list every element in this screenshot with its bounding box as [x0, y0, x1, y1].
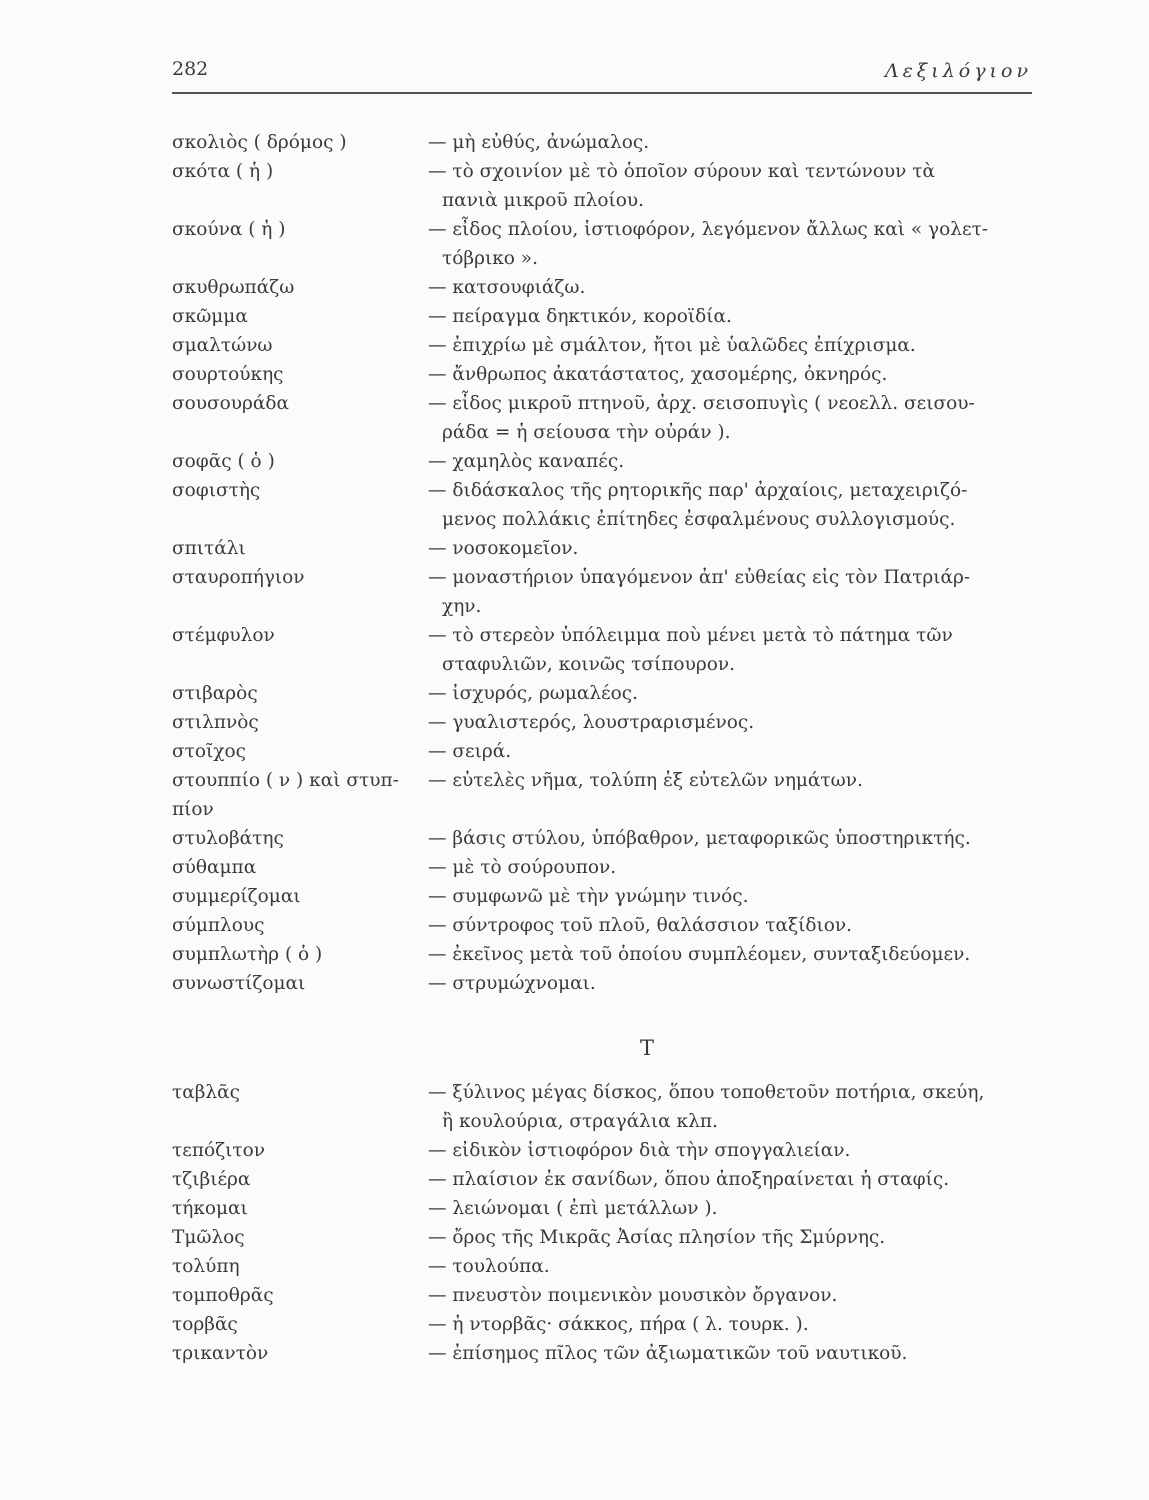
glossary-entry	[172, 1252, 1042, 1281]
definition-line: — ἰσχυρός, ρωμαλέος.	[428, 683, 639, 704]
entry-term	[172, 1223, 428, 1252]
entry-definition	[428, 1194, 1042, 1223]
entry-term	[172, 389, 428, 447]
definition-line: ράδα = ἡ σείουσα τὴν οὐράν ).	[442, 422, 731, 443]
definition-line: — εἶδος πλοίου, ἱστιοφόρον, λεγόμενον ἄλλως καὶ « γολετ-	[428, 219, 989, 240]
definition-line: σταφυλιῶν, κοινῶς τσίπουρον.	[442, 654, 735, 675]
entry-definition	[428, 882, 1042, 911]
entry-term	[172, 621, 428, 679]
entry-term	[172, 563, 428, 621]
term-text: ταβλᾶς	[172, 1082, 241, 1103]
term-text: τρικαντὸν	[172, 1343, 269, 1364]
entry-term	[172, 766, 428, 824]
entry-term	[172, 1078, 428, 1136]
entry-definition	[428, 824, 1042, 853]
glossary-entry	[172, 1339, 1042, 1368]
entry-definition	[428, 389, 1042, 447]
entry-term	[172, 824, 428, 853]
entry-definition	[428, 969, 1042, 998]
term-text: στιβαρὸς	[172, 683, 258, 704]
entry-term	[172, 737, 428, 766]
entry-definition	[428, 1310, 1042, 1339]
glossary-entry	[172, 940, 1042, 969]
definition-line: ἢ κουλούρια, στραγάλια κλπ.	[442, 1111, 718, 1132]
entry-term	[172, 128, 428, 157]
entry-term	[172, 1339, 428, 1368]
definition-line: — διδάσκαλος τῆς ρητορικῆς παρ' ἀρχαίοις, μεταχειριζό-	[428, 480, 968, 501]
term-text: τολύπη	[172, 1256, 240, 1277]
definition-line: — νοσοκομεῖον.	[428, 538, 579, 559]
term-text: σμαλτώνω	[172, 335, 273, 356]
entry-definition	[428, 1339, 1042, 1368]
entry-definition	[428, 534, 1042, 563]
term-text: στιλπνὸς	[172, 712, 259, 733]
entry-definition	[428, 476, 1042, 534]
glossary-entries	[172, 128, 1042, 1368]
entry-definition	[428, 1281, 1042, 1310]
term-text: σύμπλους	[172, 915, 265, 936]
term-text: στέμφυλον	[172, 625, 275, 646]
glossary-entry	[172, 708, 1042, 737]
glossary-entry	[172, 737, 1042, 766]
entry-term	[172, 969, 428, 998]
entry-definition	[428, 1078, 1042, 1136]
entry-definition	[428, 853, 1042, 882]
entry-term	[172, 1165, 428, 1194]
page-header	[172, 58, 1032, 90]
definition-line: — τουλούπα.	[428, 1256, 550, 1277]
entry-term	[172, 1252, 428, 1281]
entry-definition	[428, 273, 1042, 302]
definition-line: — ὄρος τῆς Μικρᾶς Ἀσίας πλησίον τῆς Σμύρνης.	[428, 1227, 886, 1248]
entry-definition	[428, 737, 1042, 766]
glossary-entry	[172, 331, 1042, 360]
glossary-entry	[172, 911, 1042, 940]
tau-section	[172, 1078, 1042, 1368]
definition-line: — μὴ εὐθύς, ἀνώμαλος.	[428, 132, 650, 153]
definition-line: τόβρικο ».	[442, 248, 538, 269]
entry-term	[172, 157, 428, 215]
entry-term	[172, 360, 428, 389]
definition-line: — μοναστήριον ὑπαγόμενον ἀπ' εὐθείας εἰς τὸν Πατριάρ-	[428, 567, 971, 588]
entry-definition	[428, 679, 1042, 708]
glossary-entry	[172, 621, 1042, 679]
glossary-entry	[172, 389, 1042, 447]
entry-definition	[428, 128, 1042, 157]
definition-line: — εἶδος μικροῦ πτηνοῦ, ἀρχ. σεισοπυγὶς ( νεοελλ. σεισου-	[428, 393, 975, 414]
definition-line: — συμφωνῶ μὲ τὴν γνώμην τινός.	[428, 886, 749, 907]
definition-line: — τὸ σχοινίον μὲ τὸ ὁποῖον σύρουν καὶ τεντώνουν τὰ	[428, 161, 935, 182]
entry-term	[172, 940, 428, 969]
definition-line: — ξύλινος μέγας δίσκος, ὅπου τοποθετοῦν ποτήρια, σκεύη,	[428, 1082, 985, 1103]
glossary-entry	[172, 360, 1042, 389]
definition-line: — εἰδικὸν ἱστιοφόρον διὰ τὴν σπογγαλιείαν.	[428, 1140, 851, 1161]
term-text: Τμῶλος	[172, 1227, 245, 1248]
glossary-entry	[172, 1165, 1042, 1194]
entry-definition	[428, 157, 1042, 215]
term-text: σκυθρωπάζω	[172, 277, 295, 298]
definition-line: — πείραγμα δηκτικόν, κοροϊδία.	[428, 306, 732, 327]
glossary-entry	[172, 563, 1042, 621]
entry-term	[172, 447, 428, 476]
term-text: σοφιστὴς	[172, 480, 261, 501]
glossary-entry	[172, 128, 1042, 157]
term-text: σπιτάλι	[172, 538, 246, 559]
entry-term	[172, 853, 428, 882]
glossary-entry	[172, 534, 1042, 563]
entry-definition	[428, 1252, 1042, 1281]
glossary-entry	[172, 1223, 1042, 1252]
term-text: συμπλωτὴρ ( ὁ )	[172, 944, 323, 965]
entry-term	[172, 273, 428, 302]
glossary-entry	[172, 1310, 1042, 1339]
entry-definition	[428, 766, 1042, 824]
entry-definition	[428, 447, 1042, 476]
definition-line: — στρυμώχνομαι.	[428, 973, 596, 994]
glossary-entry	[172, 679, 1042, 708]
glossary-entry	[172, 447, 1042, 476]
definition-line: μενος πολλάκις ἐπίτηδες ἐσφαλμένους συλλογισμούς.	[442, 509, 956, 530]
term-text: τεπόζιτον	[172, 1140, 266, 1161]
term-text: σύθαμπα	[172, 857, 257, 878]
sigma-section	[172, 128, 1042, 998]
page-number: 282	[172, 58, 209, 80]
entry-term	[172, 534, 428, 563]
definition-line: — εὐτελὲς νῆμα, τολύπη ἐξ εὐτελῶν νημάτων.	[428, 770, 863, 791]
glossary-entry	[172, 476, 1042, 534]
definition-line: — πλαίσιον ἐκ σανίδων, ὅπου ἀποξηραίνεται ἡ σταφίς.	[428, 1169, 950, 1190]
definition-line: χην.	[442, 596, 482, 617]
glossary-entry	[172, 1281, 1042, 1310]
entry-term	[172, 1194, 428, 1223]
definition-line: — βάσις στύλου, ὑπόβαθρον, μεταφορικῶς ὑποστηρικτής.	[428, 828, 971, 849]
glossary-entry	[172, 1194, 1042, 1223]
term-text: σταυροπήγιον	[172, 567, 305, 588]
definition-line: — τὸ στερεὸν ὑπόλειμμα ποὺ μένει μετὰ τὸ πάτημα τῶν	[428, 625, 953, 646]
definition-line: — χαμηλὸς καναπές.	[428, 451, 625, 472]
term-text: στουππίο ( ν ) καὶ στυπ-	[172, 770, 399, 791]
entry-definition	[428, 621, 1042, 679]
definition-line: — πνευστὸν ποιμενικὸν μουσικὸν ὄργανον.	[428, 1285, 838, 1306]
glossary-entry	[172, 302, 1042, 331]
definition-line: — ἄνθρωπος ἀκατάστατος, χασομέρης, ὀκνηρός.	[428, 364, 888, 385]
definition-line: — ἐπίσημος πῖλος τῶν ἀξιωματικῶν τοῦ ναυτικοῦ.	[428, 1343, 908, 1364]
entry-definition	[428, 215, 1042, 273]
term-text: σουσουράδα	[172, 393, 290, 414]
term-text-continuation: πίον	[172, 799, 214, 820]
entry-definition	[428, 911, 1042, 940]
term-text: στοῖχος	[172, 741, 246, 762]
definition-line: — σειρά.	[428, 741, 512, 762]
term-text: τήκομαι	[172, 1198, 248, 1219]
glossary-entry	[172, 1078, 1042, 1136]
entry-term	[172, 476, 428, 534]
glossary-entry	[172, 157, 1042, 215]
definition-line: — λειώνομαι ( ἐπὶ μετάλλων ).	[428, 1198, 718, 1219]
term-text: σοφᾶς ( ὁ )	[172, 451, 275, 472]
entry-term	[172, 215, 428, 273]
entry-definition	[428, 302, 1042, 331]
definition-line: — μὲ τὸ σούρουπον.	[428, 857, 617, 878]
entry-term	[172, 331, 428, 360]
entry-term	[172, 302, 428, 331]
term-text: τομποθρᾶς	[172, 1285, 274, 1306]
term-text: σκότα ( ἡ )	[172, 161, 274, 182]
term-text: σκῶμμα	[172, 306, 248, 327]
entry-term	[172, 882, 428, 911]
entry-term	[172, 708, 428, 737]
header-rule	[172, 92, 1032, 94]
entry-term	[172, 679, 428, 708]
glossary-entry	[172, 215, 1042, 273]
definition-line: — κατσουφιάζω.	[428, 277, 586, 298]
glossary-entry	[172, 824, 1042, 853]
entry-term	[172, 911, 428, 940]
term-text: σκολιὸς ( δρόμος )	[172, 132, 347, 153]
running-title: Λεξιλόγιον	[884, 60, 1032, 82]
term-text: τορβᾶς	[172, 1314, 238, 1335]
entry-definition	[428, 940, 1042, 969]
definition-line: — σύντροφος τοῦ πλοῦ, θαλάσσιον ταξίδιον.	[428, 915, 853, 936]
definition-line: πανιὰ μικροῦ πλοίου.	[442, 190, 645, 211]
entry-definition	[428, 1165, 1042, 1194]
definition-line: — ἐκεῖνος μετὰ τοῦ ὁποίου συμπλέομεν, συνταξιδεύομεν.	[428, 944, 971, 965]
entry-term	[172, 1310, 428, 1339]
term-text: σκούνα ( ἡ )	[172, 219, 286, 240]
glossary-entry	[172, 273, 1042, 302]
glossary-entry	[172, 1136, 1042, 1165]
section-letter: Τ	[639, 1036, 654, 1060]
entry-term	[172, 1136, 428, 1165]
definition-line: — ἡ ντορβᾶς· σάκκος, πήρα ( λ. τουρκ. ).	[428, 1314, 809, 1335]
term-text: συμμερίζομαι	[172, 886, 301, 907]
entry-definition	[428, 1223, 1042, 1252]
definition-line: — ἐπιχρίω μὲ σμάλτον, ἤτοι μὲ ὑαλῶδες ἐπίχρισμα.	[428, 335, 916, 356]
glossary-entry	[172, 853, 1042, 882]
entry-definition	[428, 708, 1042, 737]
entry-term	[172, 1281, 428, 1310]
term-text: στυλοβάτης	[172, 828, 284, 849]
term-text: συνωστίζομαι	[172, 973, 306, 994]
term-text: τζιβιέρα	[172, 1169, 251, 1190]
entry-definition	[428, 360, 1042, 389]
glossary-entry	[172, 969, 1042, 998]
entry-definition	[428, 563, 1042, 621]
entry-definition	[428, 1136, 1042, 1165]
glossary-entry	[172, 882, 1042, 911]
term-text: σουρτούκης	[172, 364, 284, 385]
definition-line: — γυαλιστερός, λουστραρισμένος.	[428, 712, 755, 733]
entry-definition	[428, 331, 1042, 360]
glossary-entry	[172, 766, 1042, 824]
